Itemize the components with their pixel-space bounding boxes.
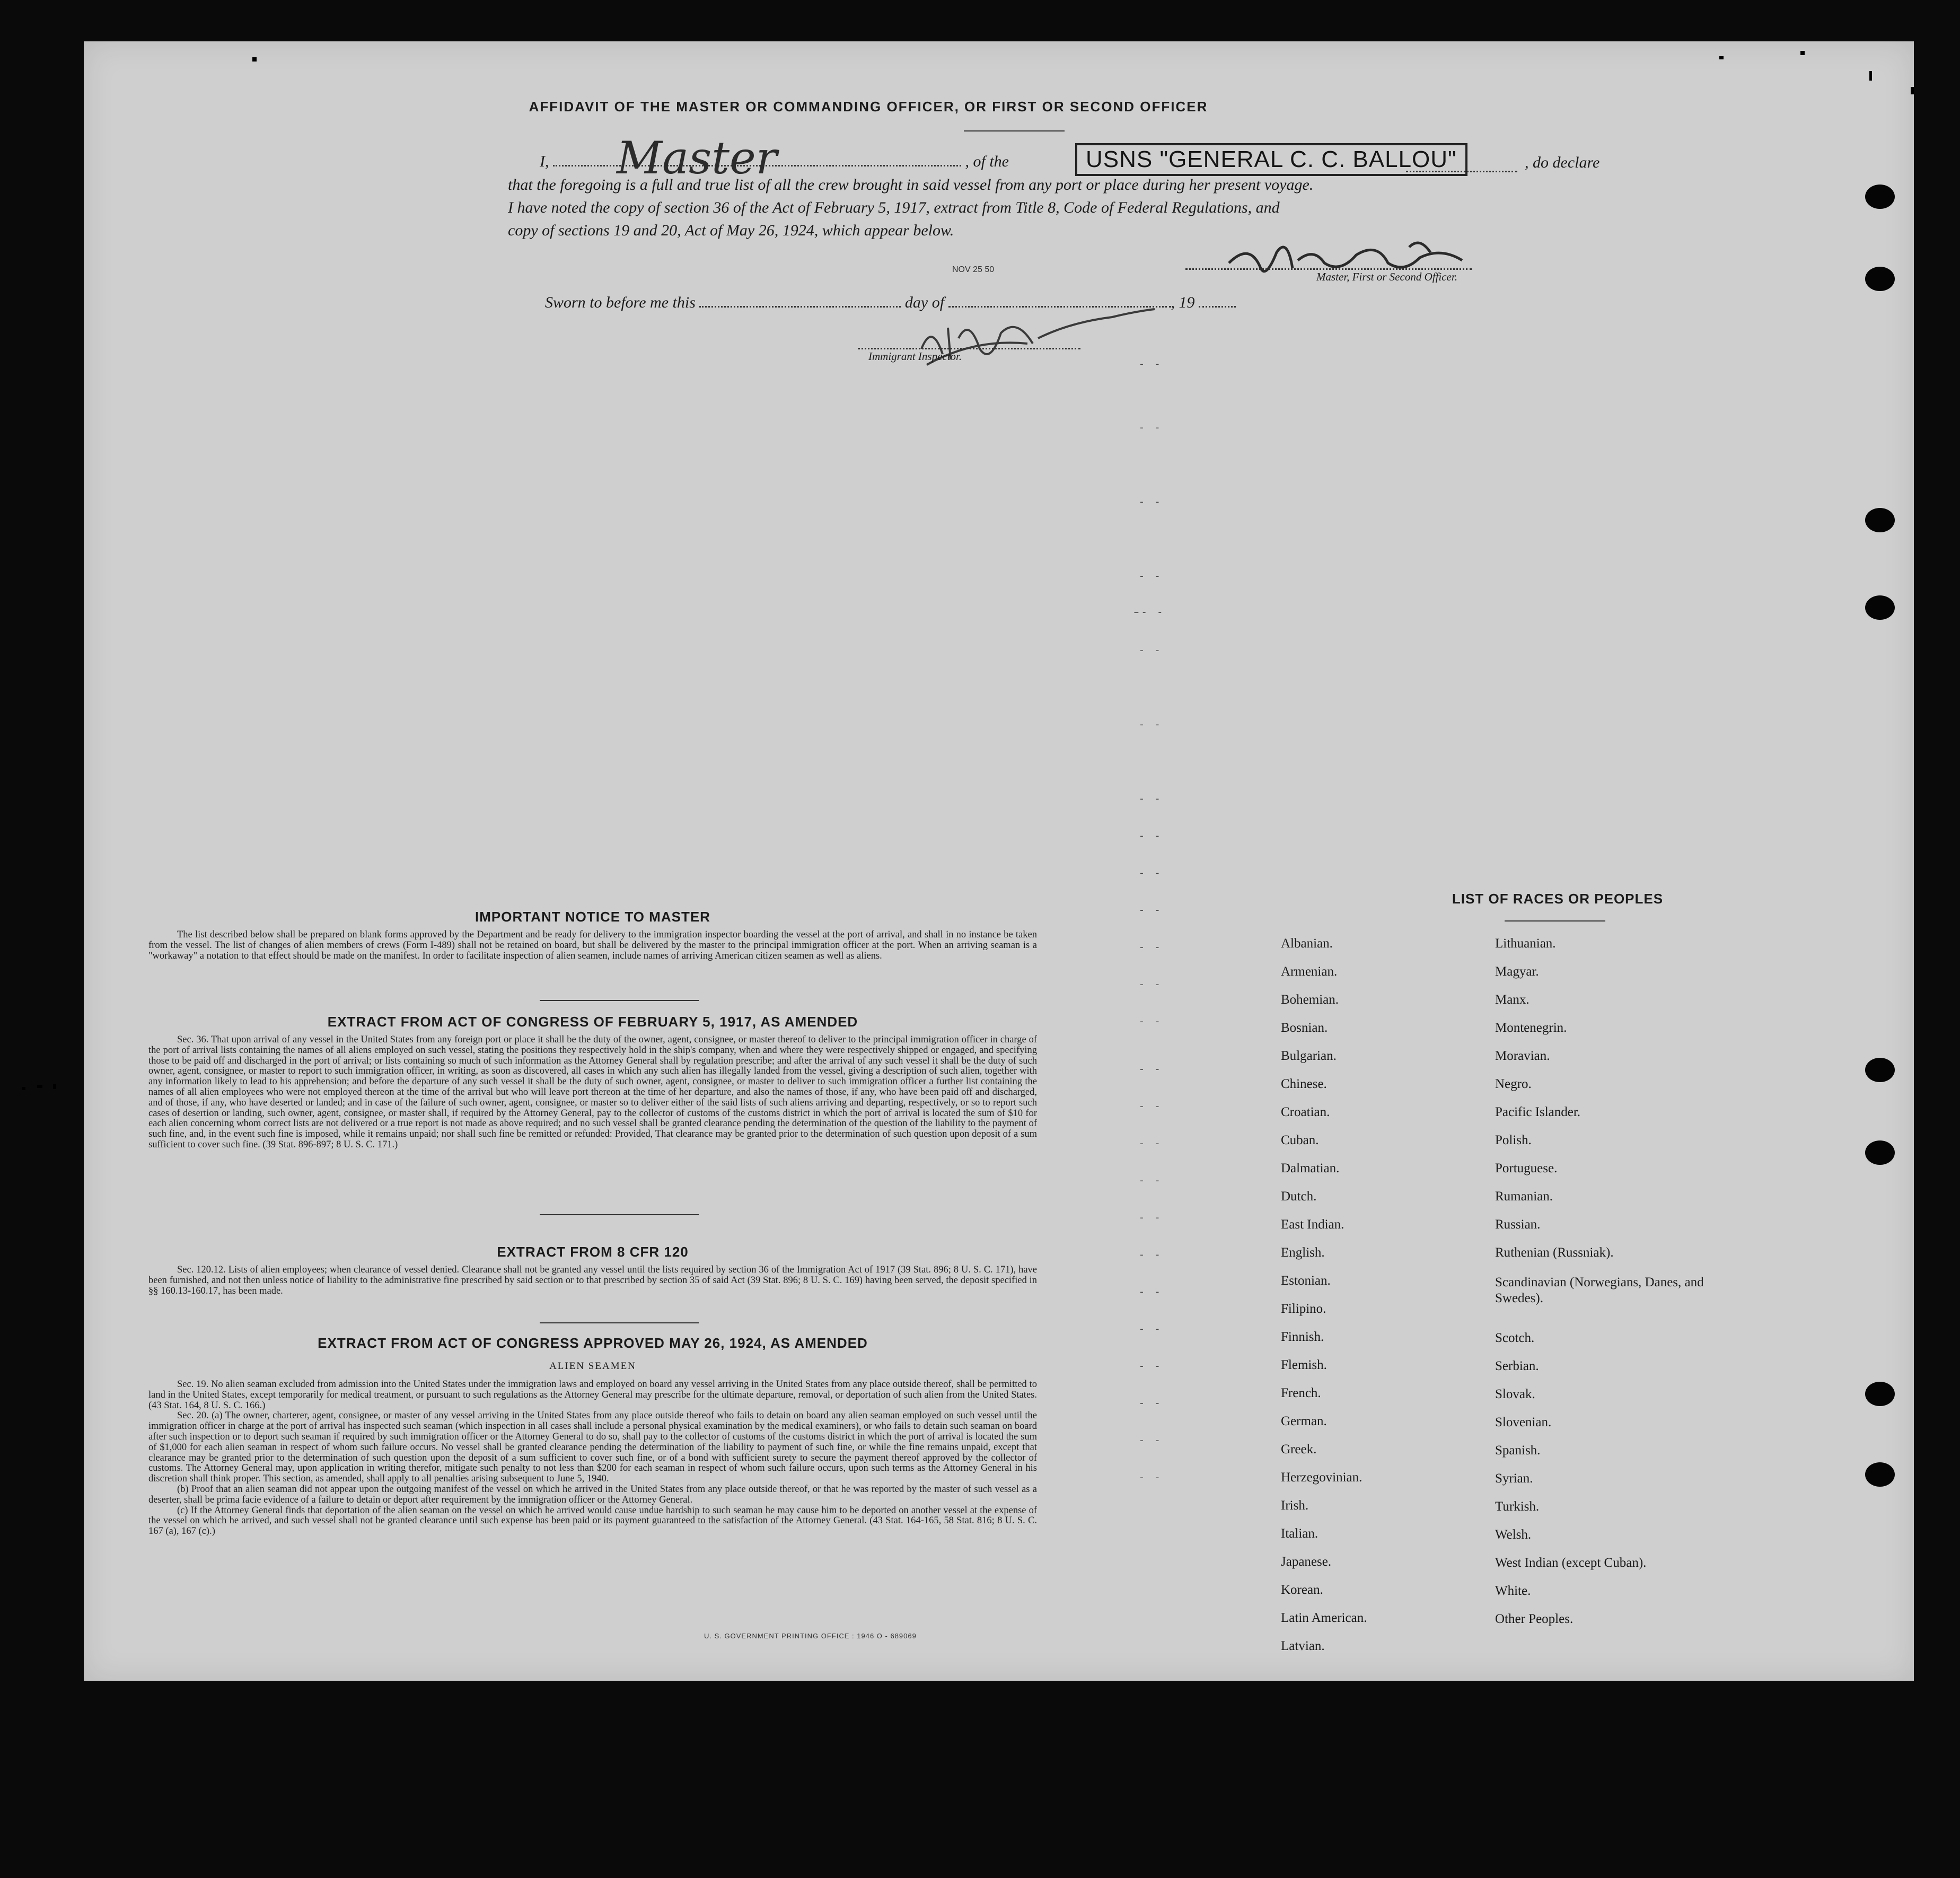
inspector-signature xyxy=(911,306,1165,375)
signature-line xyxy=(1185,268,1472,270)
race-item: Italian. xyxy=(1281,1526,1319,1541)
section-20a-text: Sec. 20. (a) The owner, charterer, agent, consignee, or master of any vessel arriving in the United States from any place outside thereof who fails to detain on board any alien seaman employed on such vessel until the immigration officer in charge at the port of arrival has inspected such seaman (which inspection in all cases shall include a personal physical examination by the medical examiners), or who fails to detain such seaman on board after such inspection or to deport such seaman if required by such immigration officer or the Attorney General to do so, shall pay to the collector of customs of the customs district in which the port of arrival is located the sum of $1,000 for each alien seaman in respect of whom such failure occurs. No vessel shall be granted clearance pending the determination of the liability to payment of such fine, or while the fine remains unpaid, except that clearance may be granted prior to the determination of such question upon the deposit of a sum sufficient to cover such fine, or of a bond with sufficient surety to secure the payment thereof approved by the collector of customs. The Attorney General may, upon application in writing therefor, mitigate such penalty to not less than $200 for each seaman in respect of whom such failure occurs, upon such terms as the Attorney General in his discretion shall think proper. This section, as amended, shall apply to all penalties arising subsequent to June 5, 1940. xyxy=(148,1410,1037,1485)
race-item: Korean. xyxy=(1281,1583,1323,1597)
dash-mark: - - xyxy=(1139,720,1163,731)
divider xyxy=(964,130,1065,131)
race-item: Negro. xyxy=(1495,1077,1532,1091)
dash-mark: - - xyxy=(1139,1213,1163,1224)
race-item: Irish. xyxy=(1281,1498,1309,1513)
race-item: Scandinavian (Norwegians, Danes, and Swedes). xyxy=(1495,1275,1704,1305)
vessel-blank-tail xyxy=(1406,165,1517,175)
race-item: Montenegrin. xyxy=(1495,1021,1567,1035)
extract-1917-body xyxy=(148,1035,1037,1151)
affidavit-line1 xyxy=(540,132,1009,184)
section-19-text: Sec. 19. No alien seaman excluded from admission into the United States under the immigration laws and employed on board any vessel arriving in the United States from any place outside thereof, shall be permitted to land in the United States, except temporarily for medical treatment, or pursuant to such regulations as the Attorney General may prescribe for the ultimate departure, removal, or deportation of such alien from the United States. (43 Stat. 164, 8 U. S. C. 166.) xyxy=(148,1379,1037,1411)
affidavit-line3: I have noted the copy of section 36 of the Act of February 5, 1917, extract from Title 8, Code of Federal Regulations, and xyxy=(508,199,1280,216)
race-item: Dutch. xyxy=(1281,1189,1317,1204)
dash-mark: - - xyxy=(1139,1473,1163,1484)
dash-mark: - - xyxy=(1139,1017,1163,1028)
speck xyxy=(252,57,257,62)
dash-mark: - - xyxy=(1139,906,1163,916)
dash-mark: - - xyxy=(1139,1139,1163,1149)
divider xyxy=(1505,920,1605,922)
punch-hole xyxy=(1865,595,1895,620)
race-item: Spanish. xyxy=(1495,1443,1541,1458)
race-item: Herzegovinian. xyxy=(1281,1470,1363,1485)
dash-mark: - - xyxy=(1139,831,1163,842)
i-label: I, xyxy=(540,153,549,170)
races-column-2 xyxy=(1495,936,1718,1640)
race-item: Turkish. xyxy=(1495,1499,1540,1514)
race-item: Bulgarian. xyxy=(1281,1049,1337,1063)
race-item: Slovenian. xyxy=(1495,1415,1552,1429)
punch-hole xyxy=(1865,1140,1895,1165)
race-item: English. xyxy=(1281,1245,1325,1260)
extract-cfr-title: EXTRACT FROM 8 CFR 120 xyxy=(497,1244,689,1260)
dash-mark: - - xyxy=(1139,497,1163,508)
gpo-imprint: U. S. GOVERNMENT PRINTING OFFICE : 1946 O - 689069 xyxy=(704,1632,917,1640)
punch-hole xyxy=(1865,508,1895,532)
punch-hole xyxy=(1865,1382,1895,1406)
speck xyxy=(1800,51,1805,55)
race-item: German. xyxy=(1281,1414,1327,1428)
race-item: Bosnian. xyxy=(1281,1021,1328,1035)
speck xyxy=(53,1084,56,1089)
dash-mark: - - xyxy=(1139,868,1163,879)
dash-mark: - - xyxy=(1139,572,1163,582)
do-declare: , do declare xyxy=(1525,154,1600,171)
dash-mark: - - xyxy=(1139,1065,1163,1075)
document-page xyxy=(84,41,1914,1681)
year-blank xyxy=(1199,306,1236,308)
race-item: Greek. xyxy=(1281,1442,1317,1456)
race-item: Latvian. xyxy=(1281,1639,1325,1653)
race-item: Rumanian. xyxy=(1495,1189,1553,1204)
race-item: Magyar. xyxy=(1495,964,1539,979)
speck xyxy=(22,1087,25,1090)
dash-mark: - - xyxy=(1139,359,1163,370)
race-item: Welsh. xyxy=(1495,1528,1532,1542)
dash-mark: - - xyxy=(1139,1102,1163,1112)
dash-mark: - - xyxy=(1139,943,1163,953)
notice-title: IMPORTANT NOTICE TO MASTER xyxy=(475,909,710,925)
race-item: Slovak. xyxy=(1495,1387,1535,1401)
race-item: Manx. xyxy=(1495,993,1530,1007)
extract-1924-body xyxy=(148,1380,1037,1537)
race-item: Estonian. xyxy=(1281,1274,1331,1288)
race-item: Finnish. xyxy=(1281,1330,1324,1344)
dotted-line xyxy=(1406,171,1517,172)
race-item: French. xyxy=(1281,1386,1321,1400)
affidavit-title: AFFIDAVIT OF THE MASTER OR COMMANDING OFFICER, OR FIRST OR SECOND OFFICER xyxy=(529,99,1208,115)
races-title: LIST OF RACES OR PEOPLES xyxy=(1452,891,1664,907)
year-label: , 19 xyxy=(1171,294,1195,311)
inspector-line xyxy=(858,348,1080,349)
dash-mark: - - xyxy=(1139,1436,1163,1446)
alien-seamen-subtitle: ALIEN SEAMEN xyxy=(549,1361,636,1372)
dash-mark: - - xyxy=(1139,1362,1163,1372)
race-item: Scotch. xyxy=(1495,1331,1535,1345)
speck xyxy=(1869,71,1872,81)
race-item: White. xyxy=(1495,1584,1531,1598)
dash-mark: - - xyxy=(1139,1287,1163,1298)
race-item: Syrian. xyxy=(1495,1471,1533,1486)
inspector-caption: Immigrant Inspector. xyxy=(868,350,962,363)
section-20c-text: (c) If the Attorney General finds that deportation of the alien seaman on the vessel on which he arrived would cause undue hardship to such seaman he may cause him to be deported on another vessel at the expense of the vessel on which he arrived, and such vessel shall not be granted clearance until such expense has been paid or its payment guaranteed to the satisfaction of the Attorney General. (43 Stat. 164-165, 58 Stat. 816; 8 U. S. C. 167 (a), 167 (c).) xyxy=(148,1505,1037,1537)
punch-hole xyxy=(1865,1058,1895,1082)
dash-mark: - - xyxy=(1139,794,1163,805)
sworn-label: Sworn to before me this xyxy=(545,294,696,311)
race-item: Moravian. xyxy=(1495,1049,1550,1063)
race-item: Bohemian. xyxy=(1281,993,1339,1007)
dash-mark: - - xyxy=(1139,646,1163,656)
race-item: Chinese. xyxy=(1281,1077,1327,1091)
section-20b-text: (b) Proof that an alien seaman did not appear upon the outgoing manifest of the vessel on which he arrived in the United States from any place outside thereof, or that he was reported by the master of such vessel as a deserter, shall be prima facie evidence of a failure to detain or deport after requirement by the immigration officer or the Attorney General. xyxy=(148,1484,1037,1505)
races-column-1 xyxy=(1281,936,1482,1667)
speck xyxy=(37,1085,42,1088)
speck xyxy=(1719,56,1724,59)
race-item: Other Peoples. xyxy=(1495,1612,1574,1626)
extract-cfr-body xyxy=(148,1265,1037,1296)
race-item: Japanese. xyxy=(1281,1555,1332,1569)
dash-mark: - - xyxy=(1139,1399,1163,1409)
race-item: Polish. xyxy=(1495,1133,1532,1147)
race-item: Pacific Islander. xyxy=(1495,1105,1581,1119)
race-item: Croatian. xyxy=(1281,1105,1330,1119)
divider xyxy=(540,1000,699,1001)
dash-mark: - - xyxy=(1139,1176,1163,1187)
section-36-text: Sec. 36. That upon arrival of any vessel in the United States from any foreign port or place it shall be the duty of the owner, agent, consignee, or master thereof to deliver to the principal immigration officer in charge of the port of arrival lists containing the names of all aliens employed on such vessel, stating the positions they respectively hold in the ship's company, when and where they were respectively shipped or engaged, and specifying those to be paid off and discharged in the port of arrival; or lists containing so much of such information as the Attorney General shall by regulation prescribe; and after the arrival of any such vessel it shall be the duty of such owner, agent, consignee, or master to report to such immigration officer, in writing, as soon as discovered, all cases in which any such alien has illegally landed from the vessel, giving a description of such alien, together with any information likely to lead to his apprehension; and before the departure of any such vessel it shall be the duty of such owner, agent, consignee, or master to deliver to such immigration officer a further list containing the names of all alien employees who were not employed thereon at the time of the arrival but who will leave port thereon at the time of her departure, and also the names of those, if any, who have been paid off and discharged, and of those, if any, who have deserted or landed; and in case of the failure of such owner, agent, consignee, or master so to deliver either of the said lists of such aliens arriving and departing, respectively, or so to report such cases of desertion or landing, such owner, agent, consignee, or master shall, if required by the Attorney General, pay to the collector of customs of the customs district in which the port of arrival is located the sum of $10 for each alien concerning whom correct lists are not delivered or a true report is not made as above required; and no such vessel shall be granted clearance pending the determination of the question of the liability to the payment of such fine, and, in the event such fine is imposed, while it remains unpaid; nor shall such fine be remitted or refunded: Provided, That clearance may be granted prior to the determination of such question upon deposit of a sum sufficient to cover such fine. (39 Stat. 896-897; 8 U. S. C. 171.) xyxy=(148,1034,1037,1150)
vessel-stamp: USNS "GENERAL C. C. BALLOU" xyxy=(1075,143,1467,176)
race-item: Flemish. xyxy=(1281,1358,1327,1372)
day-blank xyxy=(699,306,901,308)
race-item: Russian. xyxy=(1495,1217,1541,1232)
notice-body xyxy=(148,930,1037,961)
handwritten-master: Master xyxy=(617,132,777,184)
dash-mark: - - xyxy=(1139,980,1163,990)
race-item: Serbian. xyxy=(1495,1359,1539,1373)
extract-1924-title: EXTRACT FROM ACT OF CONGRESS APPROVED MAY 26, 1924, AS AMENDED xyxy=(318,1335,868,1351)
affidavit-line4: copy of sections 19 and 20, Act of May 26, 1924, which appear below. xyxy=(508,222,954,239)
dash-mark: - - xyxy=(1139,1250,1163,1261)
divider xyxy=(540,1214,699,1215)
punch-hole xyxy=(1865,1462,1895,1487)
race-item: Lithuanian. xyxy=(1495,936,1556,951)
divider xyxy=(540,1322,699,1323)
extract-1917-title: EXTRACT FROM ACT OF CONGRESS OF FEBRUARY 5, 1917, AS AMENDED xyxy=(327,1014,858,1030)
race-item: West Indian (except Cuban). xyxy=(1495,1556,1647,1570)
speck xyxy=(1911,87,1914,94)
dash-mark: - - xyxy=(1139,1324,1163,1335)
dash-mark: - - xyxy=(1139,423,1163,434)
punch-hole xyxy=(1865,185,1895,209)
race-item: Latin American. xyxy=(1281,1611,1367,1625)
date-stamp: NOV 25 50 xyxy=(952,265,995,274)
officer-caption: Master, First or Second Officer. xyxy=(1316,270,1457,283)
race-item: Albanian. xyxy=(1281,936,1333,951)
race-item: Portuguese. xyxy=(1495,1161,1558,1175)
race-item: Filipino. xyxy=(1281,1302,1326,1316)
of-the-label: , of the xyxy=(965,153,1009,170)
section-120-text: Sec. 120.12. Lists of alien employees; when clearance of vessel denied. Clearance shall not be granted any vessel until the lists required by section 36 of the Immigration Act of 1917 (39 Stat. 896; 8 U. S. C. 171), have been furnished, and not then unless notice of liability to the administrative fine prescribed by said section or to that prescribed by section 35 of said Act (39 Stat. 896; 8 U. S. C. 169) having been served, the deposit specified in §§ 160.13-160.17, has been made. xyxy=(148,1265,1037,1296)
affidavit-line2: that the foregoing is a full and true list of all the crew brought in said vessel from any port or place during her present voyage. xyxy=(508,176,1314,194)
day-of-label: day of xyxy=(904,294,945,311)
race-item: Dalmatian. xyxy=(1281,1161,1340,1175)
race-item: East Indian. xyxy=(1281,1217,1344,1232)
race-item: Ruthenian (Russniak). xyxy=(1495,1245,1614,1260)
dash-mark: –- - xyxy=(1133,608,1165,618)
name-blank xyxy=(553,132,961,184)
race-item: Cuban. xyxy=(1281,1133,1319,1147)
notice-paragraph: The list described below shall be prepared on blank forms approved by the Department and be ready for delivery to the immigration inspector boarding the vessel at the port of arrival, and shall in no instance be taken from the vessel. The list of changes of alien members of crews (Form I-489) shall not be retained on board, but shall be delivered by the master to the principal immigration officer at the port. When an arriving seaman is a "workaway" a notation to that effect should be made on the manifest. In order to facilitate inspection of alien seamen, include names of arriving American citizen seamen as well as aliens. xyxy=(148,929,1037,961)
punch-hole xyxy=(1865,267,1895,291)
race-item: Armenian. xyxy=(1281,964,1338,979)
